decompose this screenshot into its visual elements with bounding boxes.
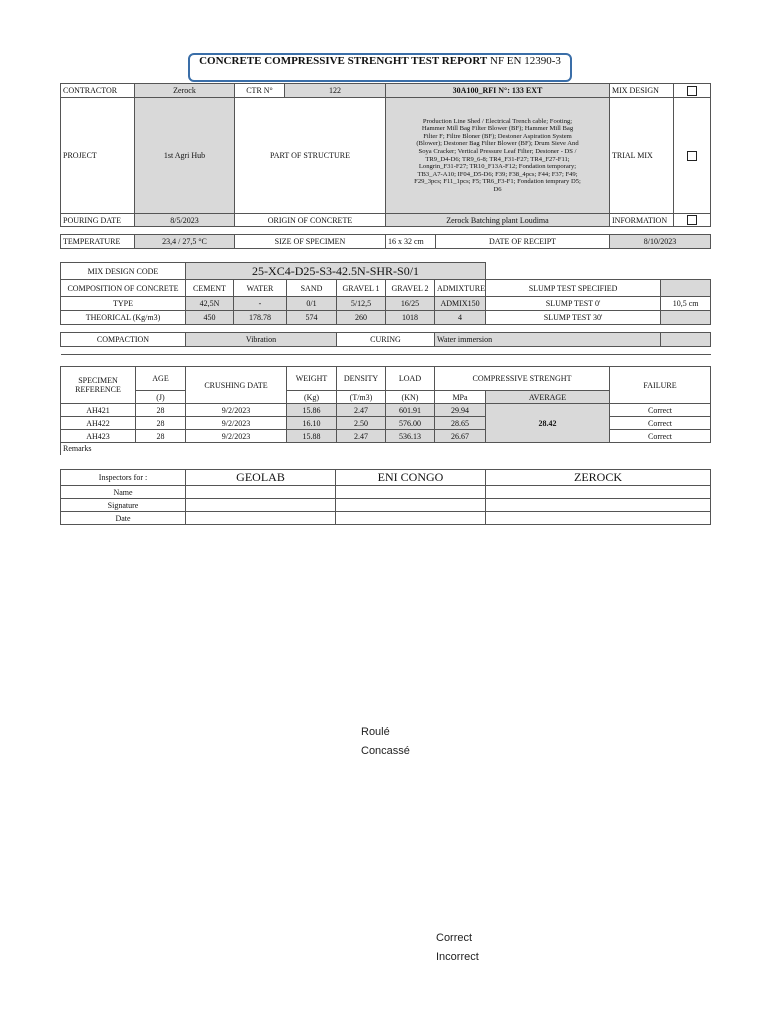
- specimen-failure: Correct: [610, 417, 711, 430]
- type-sand: 0/1: [287, 297, 337, 311]
- zerock-name-field[interactable]: [486, 486, 711, 499]
- org-eni-congo: ENI CONGO: [336, 470, 486, 486]
- crushing-date: 9/2/2023: [186, 430, 287, 443]
- theo-cement: 450: [186, 311, 234, 325]
- ctr-value: 122: [285, 84, 386, 98]
- theo-gravel-1: 260: [337, 311, 386, 325]
- curing-value: Water immersion: [435, 333, 661, 347]
- col-water: WATER: [234, 280, 287, 297]
- col-sand: SAND: [287, 280, 337, 297]
- specimen-ref: AH421: [61, 404, 136, 417]
- specimen-mpa: 29.94: [435, 404, 486, 417]
- average-label: AVERAGE: [486, 391, 610, 404]
- specimen-age: 28: [136, 417, 186, 430]
- trial-mix-checkbox[interactable]: [687, 151, 697, 161]
- specimen-density: 2.50: [337, 417, 386, 430]
- composition-label: COMPOSITION OF CONCRETE: [61, 280, 186, 297]
- density-header: DENSITY: [337, 367, 386, 391]
- theo-sand: 574: [287, 311, 337, 325]
- information-checkbox-cell[interactable]: [674, 214, 711, 227]
- eni-date-field[interactable]: [336, 512, 486, 525]
- list-item: Incorrect: [436, 951, 479, 963]
- header-table: [60, 83, 711, 249]
- specimen-age: 28: [136, 430, 186, 443]
- table-row: [61, 430, 711, 443]
- slump-30-label: SLUMP TEST 30': [486, 311, 661, 325]
- specimen-load: 601.91: [386, 404, 435, 417]
- temperature-value: 23,4 / 27,5 °C: [135, 235, 235, 249]
- specimen-density: 2.47: [337, 404, 386, 417]
- age-header: AGE: [136, 367, 186, 391]
- mix-code-label: MIX DESIGN CODE: [61, 263, 186, 280]
- compaction-value: Vibration: [186, 333, 337, 347]
- table-row: [61, 404, 711, 417]
- weight-header: WEIGHT: [287, 367, 337, 391]
- pouring-date-value: 8/5/2023: [135, 214, 235, 227]
- origin-label: ORIGIN OF CONCRETE: [235, 214, 386, 227]
- specimen-load: 536.13: [386, 430, 435, 443]
- col-admixture: ADMIXTURE: [435, 280, 486, 297]
- specimen-mpa: 26.67: [435, 430, 486, 443]
- theo-gravel-2: 1018: [386, 311, 435, 325]
- type-gravel-1: 5/12,5: [337, 297, 386, 311]
- specimen-reference-header: SPECIMEN REFERENCE: [61, 367, 136, 404]
- mix-design-checkbox[interactable]: [687, 86, 697, 96]
- receipt-date-value: 8/10/2023: [610, 235, 711, 249]
- mix-design-table: [60, 262, 711, 355]
- specimen-weight: 15.88: [287, 430, 337, 443]
- load-unit: (KN): [386, 391, 435, 404]
- theo-admixture: 4: [435, 311, 486, 325]
- trial-mix-checkbox-cell[interactable]: [674, 98, 711, 214]
- inspector-date-label: Date: [61, 512, 186, 525]
- specimen-size-value: 16 x 32 cm: [386, 235, 436, 249]
- theorical-label: THEORICAL (Kg/m3): [61, 311, 186, 325]
- specimen-failure: Correct: [610, 430, 711, 443]
- col-gravel-2: GRAVEL 2: [386, 280, 435, 297]
- type-label: TYPE: [61, 297, 186, 311]
- specimen-failure: Correct: [610, 404, 711, 417]
- pouring-date-label: POURING DATE: [61, 214, 135, 227]
- specimen-load: 576.00: [386, 417, 435, 430]
- slump-0-label: SLUMP TEST 0': [486, 297, 661, 311]
- project-value: 1st Agri Hub: [135, 98, 235, 214]
- mpa-unit: MPa: [435, 391, 486, 404]
- project-label: PROJECT: [61, 98, 135, 214]
- average-value: 28.42: [486, 404, 610, 443]
- list-item: Roulé: [361, 726, 390, 738]
- contractor-label: CONTRACTOR: [61, 84, 135, 98]
- slump-0-value: 10,5 cm: [661, 297, 711, 311]
- inspector-name-label: Name: [61, 486, 186, 499]
- geolab-date-field[interactable]: [186, 512, 336, 525]
- mix-design-label: MIX DESIGN: [610, 84, 674, 98]
- part-of-structure-description: Production Line Shed / Electrical Trench cable; Footing; Hammer Mill Bag Filter Blower (BF); Hammer Mill Bag Filter F; Filtre Bloner (BF); Destoner Aspiration System (Blower); Destoner Bag Filter Blower (BF); Drum Sieve And Soya Cracker; Vertical Pressure Leaf Filter; Destoner - DS / TR9_D4-D6; TR9_6-8; TR4_F31-F27; TR4_F27-F11; Longrin_F31-F27; TR10_F13A-F12; Fondation temporary; TB3_A7-A10; IF04_D5-D6; F39; F38_4pcs; F44; F37; F49; F29_3pcs; F11_1pcs; F5; TR6_F3-F1; Fondation temprary D5; D6: [414, 117, 581, 193]
- crushing-date-header: CRUSHING DATE: [186, 367, 287, 404]
- table-row: [61, 417, 711, 430]
- temperature-label: TEMPERATURE: [61, 235, 135, 249]
- mix-code-value: 25-XC4-D25-S3-42.5N-SHR-S0/1: [186, 263, 486, 280]
- age-unit: (J): [136, 391, 186, 404]
- specimen-size-label: SIZE OF SPECIMEN: [235, 235, 386, 249]
- compressive-header: COMPRESSIVE STRENGHT: [435, 367, 610, 391]
- zerock-date-field[interactable]: [486, 512, 711, 525]
- weight-unit: (Kg): [287, 391, 337, 404]
- report-title-norm: NF EN 12390-3: [490, 55, 561, 67]
- contractor-value: Zerock: [135, 84, 235, 98]
- list-item: Concassé: [361, 745, 410, 757]
- col-gravel-1: GRAVEL 1: [337, 280, 386, 297]
- specimen-weight: 16.10: [287, 417, 337, 430]
- inspectors-label: Inspectors for :: [61, 470, 186, 486]
- results-table: [60, 366, 711, 455]
- col-cement: CEMENT: [186, 280, 234, 297]
- specimen-ref: AH422: [61, 417, 136, 430]
- theo-water: 178.78: [234, 311, 287, 325]
- information-checkbox[interactable]: [687, 215, 697, 225]
- curing-label: CURING: [337, 333, 435, 347]
- specimen-weight: 15.86: [287, 404, 337, 417]
- mix-design-checkbox-cell[interactable]: [674, 84, 711, 98]
- type-cement: 42,5N: [186, 297, 234, 311]
- type-gravel-2: 16/25: [386, 297, 435, 311]
- specimen-mpa: 28.65: [435, 417, 486, 430]
- org-zerock: ZEROCK: [486, 470, 711, 486]
- report-title: [188, 53, 572, 82]
- crushing-date: 9/2/2023: [186, 404, 287, 417]
- specimen-age: 28: [136, 404, 186, 417]
- part-of-structure-label: PART OF STRUCTURE: [235, 98, 386, 214]
- density-unit: (T/m3): [337, 391, 386, 404]
- receipt-date-label: DATE OF RECEIPT: [436, 235, 610, 249]
- rfi-reference: 30A100_RFI N°: 133 EXT: [386, 84, 610, 98]
- compaction-label: COMPACTION: [61, 333, 186, 347]
- origin-value: Zerock Batching plant Loudima: [386, 214, 610, 227]
- zerock-signature-field[interactable]: [486, 499, 711, 512]
- failure-list: [436, 929, 479, 967]
- specimen-density: 2.47: [337, 430, 386, 443]
- failure-header: FAILURE: [610, 367, 711, 404]
- load-header: LOAD: [386, 367, 435, 391]
- eni-signature-field[interactable]: [336, 499, 486, 512]
- aggregate-list: [361, 723, 410, 761]
- information-label: INFORMATION: [610, 214, 674, 227]
- trial-mix-label: TRIAL MIX: [610, 98, 674, 214]
- inspector-signature-label: Signature: [61, 499, 186, 512]
- remarks-label: Remarks: [61, 443, 711, 455]
- eni-name-field[interactable]: [336, 486, 486, 499]
- type-admixture: ADMIX150: [435, 297, 486, 311]
- type-water: -: [234, 297, 287, 311]
- geolab-signature-field[interactable]: [186, 499, 336, 512]
- crushing-date: 9/2/2023: [186, 417, 287, 430]
- org-geolab: GEOLAB: [186, 470, 336, 486]
- geolab-name-field[interactable]: [186, 486, 336, 499]
- specimen-ref: AH423: [61, 430, 136, 443]
- ctr-label: CTR N°: [235, 84, 285, 98]
- report-title-main: CONCRETE COMPRESSIVE STRENGHT TEST REPORT: [199, 55, 488, 67]
- slump-specified-label: SLUMP TEST SPECIFIED: [486, 280, 661, 297]
- list-item: Correct: [436, 932, 473, 944]
- inspectors-table: [60, 469, 711, 525]
